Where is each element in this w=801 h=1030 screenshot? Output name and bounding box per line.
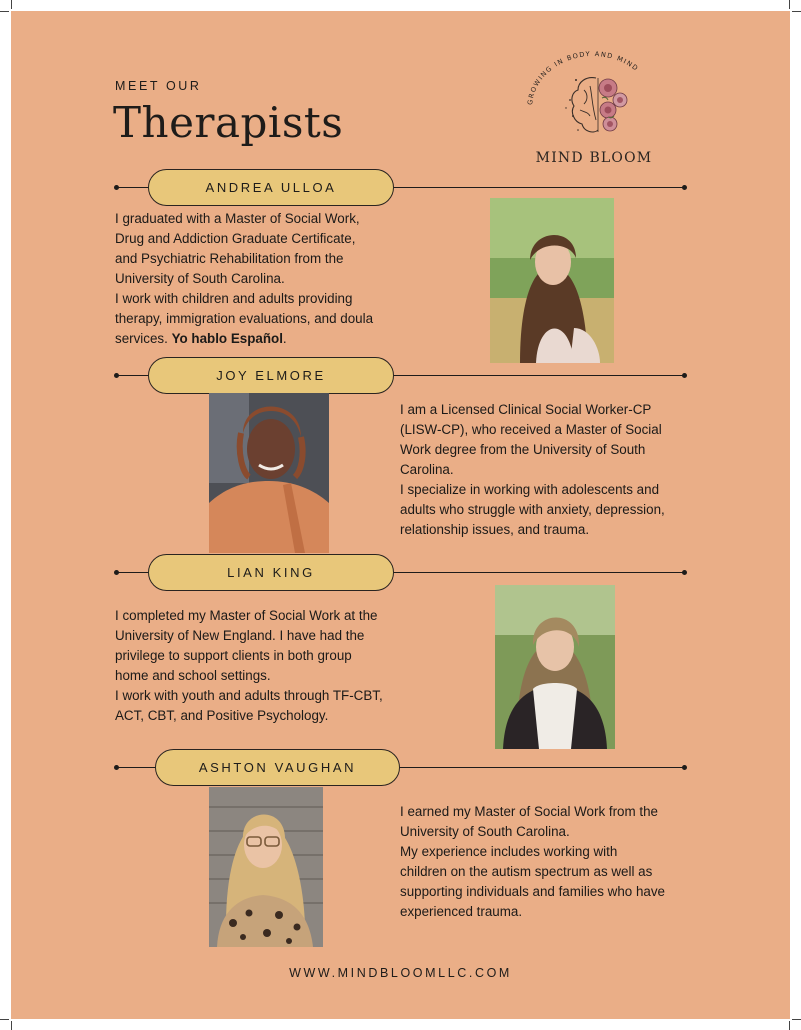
divider-dot bbox=[682, 570, 687, 575]
bio-line: University of South Carolina. bbox=[400, 824, 570, 839]
bio-line: therapy, immigration evaluations, and doula bbox=[115, 311, 374, 326]
therapist-bio bbox=[115, 209, 425, 349]
bio-line: ACT, CBT, and Positive Psychology. bbox=[115, 708, 329, 723]
bio-line: I completed my Master of Social Work at the bbox=[115, 608, 378, 623]
divider-dot bbox=[682, 185, 687, 190]
therapist-bio bbox=[115, 606, 425, 726]
therapist-name-badge: JOY ELMORE bbox=[148, 357, 394, 394]
bio-line: I work with youth and adults through TF-CBT, bbox=[115, 688, 383, 703]
bio-line: home and school settings. bbox=[115, 668, 271, 683]
spanish-speaker-note: Yo hablo Español bbox=[171, 331, 283, 346]
page-kicker: MEET OUR bbox=[115, 79, 202, 93]
divider-dot bbox=[114, 765, 119, 770]
bio-line: I work with children and adults providing bbox=[115, 291, 353, 306]
bio-line: experienced trauma. bbox=[400, 904, 523, 919]
crop-mark bbox=[792, 11, 801, 12]
bio-line: privilege to support clients in both group bbox=[115, 648, 352, 663]
bio-line: Drug and Addiction Graduate Certificate, bbox=[115, 231, 356, 246]
bio-line: Carolina. bbox=[400, 462, 454, 477]
crop-mark bbox=[792, 1019, 801, 1020]
bio-line: services. Yo hablo Español. bbox=[115, 331, 287, 346]
portrait-photo bbox=[495, 585, 615, 749]
bio-line: relationship issues, and trauma. bbox=[400, 522, 590, 537]
bio-line: I specialize in working with adolescents and bbox=[400, 482, 660, 497]
brand-name: MIND BLOOM bbox=[535, 150, 653, 166]
crop-mark bbox=[11, 1021, 12, 1030]
bio-line: Work degree from the University of South bbox=[400, 442, 646, 457]
crop-mark bbox=[0, 1019, 9, 1020]
crop-mark bbox=[789, 0, 790, 9]
bio-line: My experience includes working with bbox=[400, 844, 618, 859]
portrait-photo bbox=[209, 393, 329, 553]
therapist-bio bbox=[400, 802, 700, 922]
therapist-bio bbox=[400, 400, 700, 540]
bio-line: I am a Licensed Clinical Social Worker-CP bbox=[400, 402, 652, 417]
bio-line: (LISW-CP), who received a Master of Social bbox=[400, 422, 662, 437]
crop-mark bbox=[11, 0, 12, 9]
portrait-photo bbox=[209, 787, 323, 947]
crop-mark bbox=[789, 1021, 790, 1030]
divider-dot bbox=[682, 765, 687, 770]
divider-dot bbox=[682, 373, 687, 378]
bio-line: children on the autism spectrum as well as bbox=[400, 864, 653, 879]
page-title: Therapists bbox=[113, 98, 344, 147]
bio-line: I graduated with a Master of Social Work, bbox=[115, 211, 360, 226]
bio-line: University of New England. I have had the bbox=[115, 628, 365, 643]
therapist-name-badge: ASHTON VAUGHAN bbox=[155, 749, 400, 786]
bio-line: supporting individuals and families who have bbox=[400, 884, 665, 899]
divider-dot bbox=[114, 570, 119, 575]
divider-dot bbox=[114, 185, 119, 190]
portrait-photo bbox=[490, 198, 614, 363]
logo-tagline: GROWING IN BODY AND MIND bbox=[526, 50, 641, 106]
bio-line: adults who struggle with anxiety, depression, bbox=[400, 502, 665, 517]
therapist-name-badge: LIAN KING bbox=[148, 554, 394, 591]
bio-line: I earned my Master of Social Work from the bbox=[400, 804, 658, 819]
website-link[interactable]: WWW.MINDBLOOMLLC.COM bbox=[289, 966, 512, 980]
crop-mark bbox=[0, 11, 9, 12]
divider-dot bbox=[114, 373, 119, 378]
bio-line: and Psychiatric Rehabilitation from the bbox=[115, 251, 344, 266]
bio-line: University of South Carolina. bbox=[115, 271, 285, 286]
therapist-name-badge: ANDREA ULLOA bbox=[148, 169, 394, 206]
